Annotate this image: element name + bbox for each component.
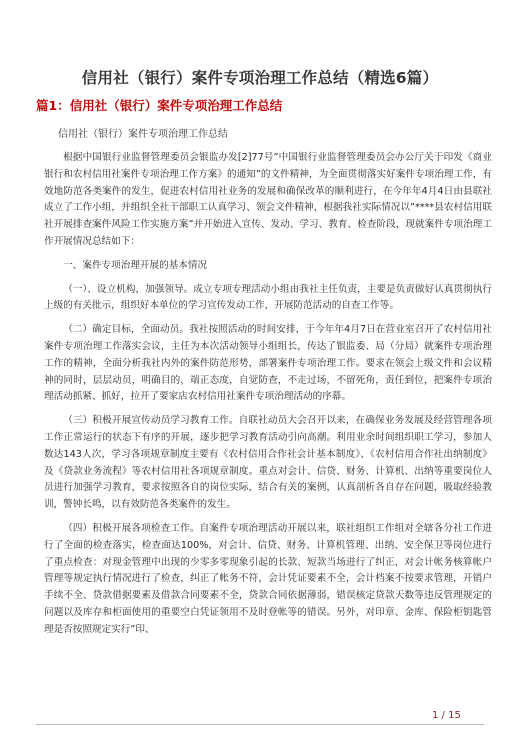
document-title: 信用社（银行）案件专项治理工作总结（精选6篇） (81, 69, 439, 87)
page-number: 1 / 15 (432, 710, 461, 721)
paragraph-item-3: （三）积极开展宣传动员学习教育工作。自联社动员大会召开以来，在确保业务发展及经营管理各项工作正常运行的状态下有序的开展，逐步把学习教育活动引向高潮。利用业余时间组织职工学习，参加人数达143人次，学习各项规章制度主要有《农村信用合作社会计基本制度》、《农村信用合作社出纳制度》及《贷款业务流程》等农村信用社各项规章制度。重点对会计、信贷、财务、计算机、出纳等重要岗位人员进行加强学习教育，要求按照各自的岗位实际，结合有关的案例，认真剖析各自存在问题，吸取经验教训，警钟长鸣，以有效防范各类案件的发生。 (44, 415, 492, 511)
section-title: 篇1：信用社（银行）案件专项治理工作总结 (36, 98, 283, 113)
document-subtitle: 信用社（银行）案件专项治理工作总结 (58, 129, 228, 140)
paragraph-intro: 根据中国银行业监督管理委员会银监办发[2]77号”中国银行业监督管理委员会办公厅关于印发《商业银行和农村信用社案件专项治理工作方案》的通知”的文件精神，为全面贯彻落实好案件专项治理工作，有效地防范各类案件的发生，促进农村信用社业务的发展和确保改革的顺利进行，在今年年4月4日由县联社成立了工作小组，并组织全社干部职工认真学习、领会文件精神，根据我社实际情况以”****县农村信用联社开展排查案件风险工作实施方案”并开始进入宣传、发动、学习、教育、检查阶段，现就案件专项治理工作开展情况总结如下： (44, 152, 492, 247)
paragraph-item-1: （一）、设立机构，加强领导。成立专项专理活动小组由我社主任负责，主要是负责做好认真贯彻执行上级的有关批示，组织好本单位的学习宣传发动工作，开展防范活动的自查工作等。 (44, 283, 492, 312)
footer-divider (36, 724, 484, 725)
document-body (44, 150, 492, 646)
paragraph-heading-basic-situation: 一、案件专项治理开展的基本情况 (63, 259, 208, 271)
paragraph-item-2: （二）确定目标，全面动员。我社按照活动的时间安排，于今年年4月7日在营业室召开了农村信用社案件专项治理工作落实会议，主任为本次活动领导小组组长，传达了银监委、局（分局）就案件专项治理工作的精神，全面分析我社内外的案件防范形势，部署案件专项治理工作。要求在领会上级文件和会议精神的同时，层层动员，明确目的，端正态度，自觉防查，不走过场，不留死角，责任到位，把案件专项治理活动抓紧、抓好，拉开了要家店农村信用社案件专项治理活动的序幕。 (44, 324, 492, 403)
paragraph-item-4: （四）积极开展各项检查工作。自案件专项治理活动开展以来，联社组织工作组对全辖各分社工作进行了全面的检查落实，检查面达100%，对会计、信贷、财务、计算机管理、出纳、安全保卫等岗位进行了重点检查：对现金管理中出现的少零多零现象引起的长款、短款当场进行了纠正，对会计帐务核算帐户管理等规定执行情况进行了检查，纠正了帐务不符，会计凭证要素不全，会计档案不按要求管理，开销户手续不全、贷款借据要素及借款合同要素不全，贷款合同依据薄弱，错误核定贷款天数等违反管理规定的问题以及库存和柜面使用的重要空白凭证领用不及时登帐等的错误。另外，对印章、金库、保险柜钥匙管理是否按照规定实行”印、 (44, 522, 492, 635)
